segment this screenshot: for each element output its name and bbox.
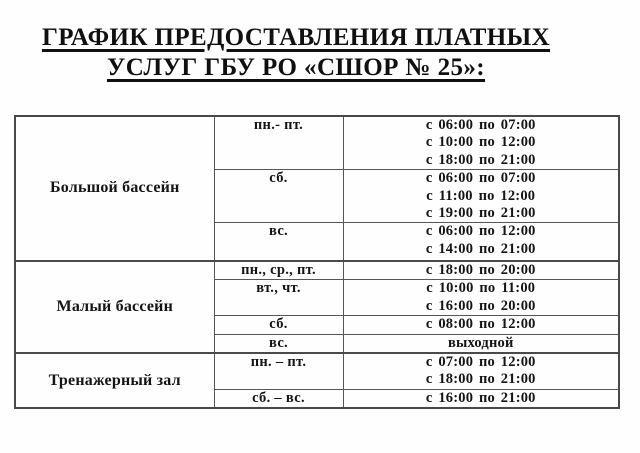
days-cell: пн.- пт. bbox=[214, 116, 343, 170]
facility-cell-big-pool: Большой бассейн bbox=[15, 116, 214, 261]
times-cell bbox=[343, 353, 619, 389]
time-range: с 07:00 по 12:00 bbox=[425, 353, 536, 370]
days-cell: сб. bbox=[214, 316, 343, 334]
time-range: с 08:00 по 12:00 bbox=[425, 316, 536, 333]
time-range: с 06:00 по 07:00 bbox=[425, 170, 536, 187]
facility-cell-small-pool: Малый бассейн bbox=[15, 261, 214, 353]
time-range: с 18:00 по 20:00 bbox=[425, 261, 536, 278]
time-range: с 10:00 по 12:00 bbox=[425, 134, 536, 151]
days-cell: вс. bbox=[214, 223, 343, 261]
days-cell: вт., чт. bbox=[214, 280, 343, 316]
time-range: с 16:00 по 21:00 bbox=[425, 389, 536, 406]
times-cell bbox=[343, 170, 619, 223]
times-cell bbox=[343, 316, 619, 334]
time-range: с 16:00 по 20:00 bbox=[425, 297, 536, 314]
times-cell bbox=[343, 389, 619, 408]
time-range: с 06:00 по 07:00 bbox=[425, 117, 536, 133]
times-cell bbox=[343, 223, 619, 261]
page-title-line-1: ГРАФИК ПРЕДОСТАВЛЕНИЯ ПЛАТНЫХ bbox=[41, 24, 551, 51]
times-cell bbox=[343, 280, 619, 316]
time-range: с 11:00 по 12:00 bbox=[426, 187, 536, 204]
time-range: с 19:00 по 21:00 bbox=[425, 205, 536, 222]
time-range: с 18:00 по 21:00 bbox=[425, 151, 536, 168]
days-cell: пн., ср., пт. bbox=[214, 261, 343, 280]
table-row bbox=[15, 353, 619, 389]
days-cell: вс. bbox=[214, 334, 343, 353]
times-cell bbox=[343, 261, 619, 280]
page-title-line-2: УСЛУГ ГБУ РО «СШОР № 25»: bbox=[106, 54, 486, 81]
days-cell: сб. – вс. bbox=[214, 389, 343, 408]
schedule-table bbox=[14, 115, 620, 409]
days-cell: сб. bbox=[214, 170, 343, 223]
time-range: с 06:00 по 12:00 bbox=[425, 223, 536, 240]
facility-cell-gym: Тренажерный зал bbox=[15, 353, 214, 408]
time-range: с 10:00 по 11:00 bbox=[426, 280, 536, 297]
times-cell bbox=[343, 116, 619, 170]
table-row bbox=[15, 261, 619, 280]
times-cell bbox=[343, 334, 619, 353]
time-range: с 14:00 по 21:00 bbox=[425, 240, 536, 257]
days-cell: пн. – пт. bbox=[214, 353, 343, 389]
time-range: с 18:00 по 21:00 bbox=[425, 371, 536, 388]
page-title bbox=[0, 23, 598, 83]
table-row bbox=[15, 116, 619, 170]
day-off-label: выходной bbox=[447, 334, 514, 351]
